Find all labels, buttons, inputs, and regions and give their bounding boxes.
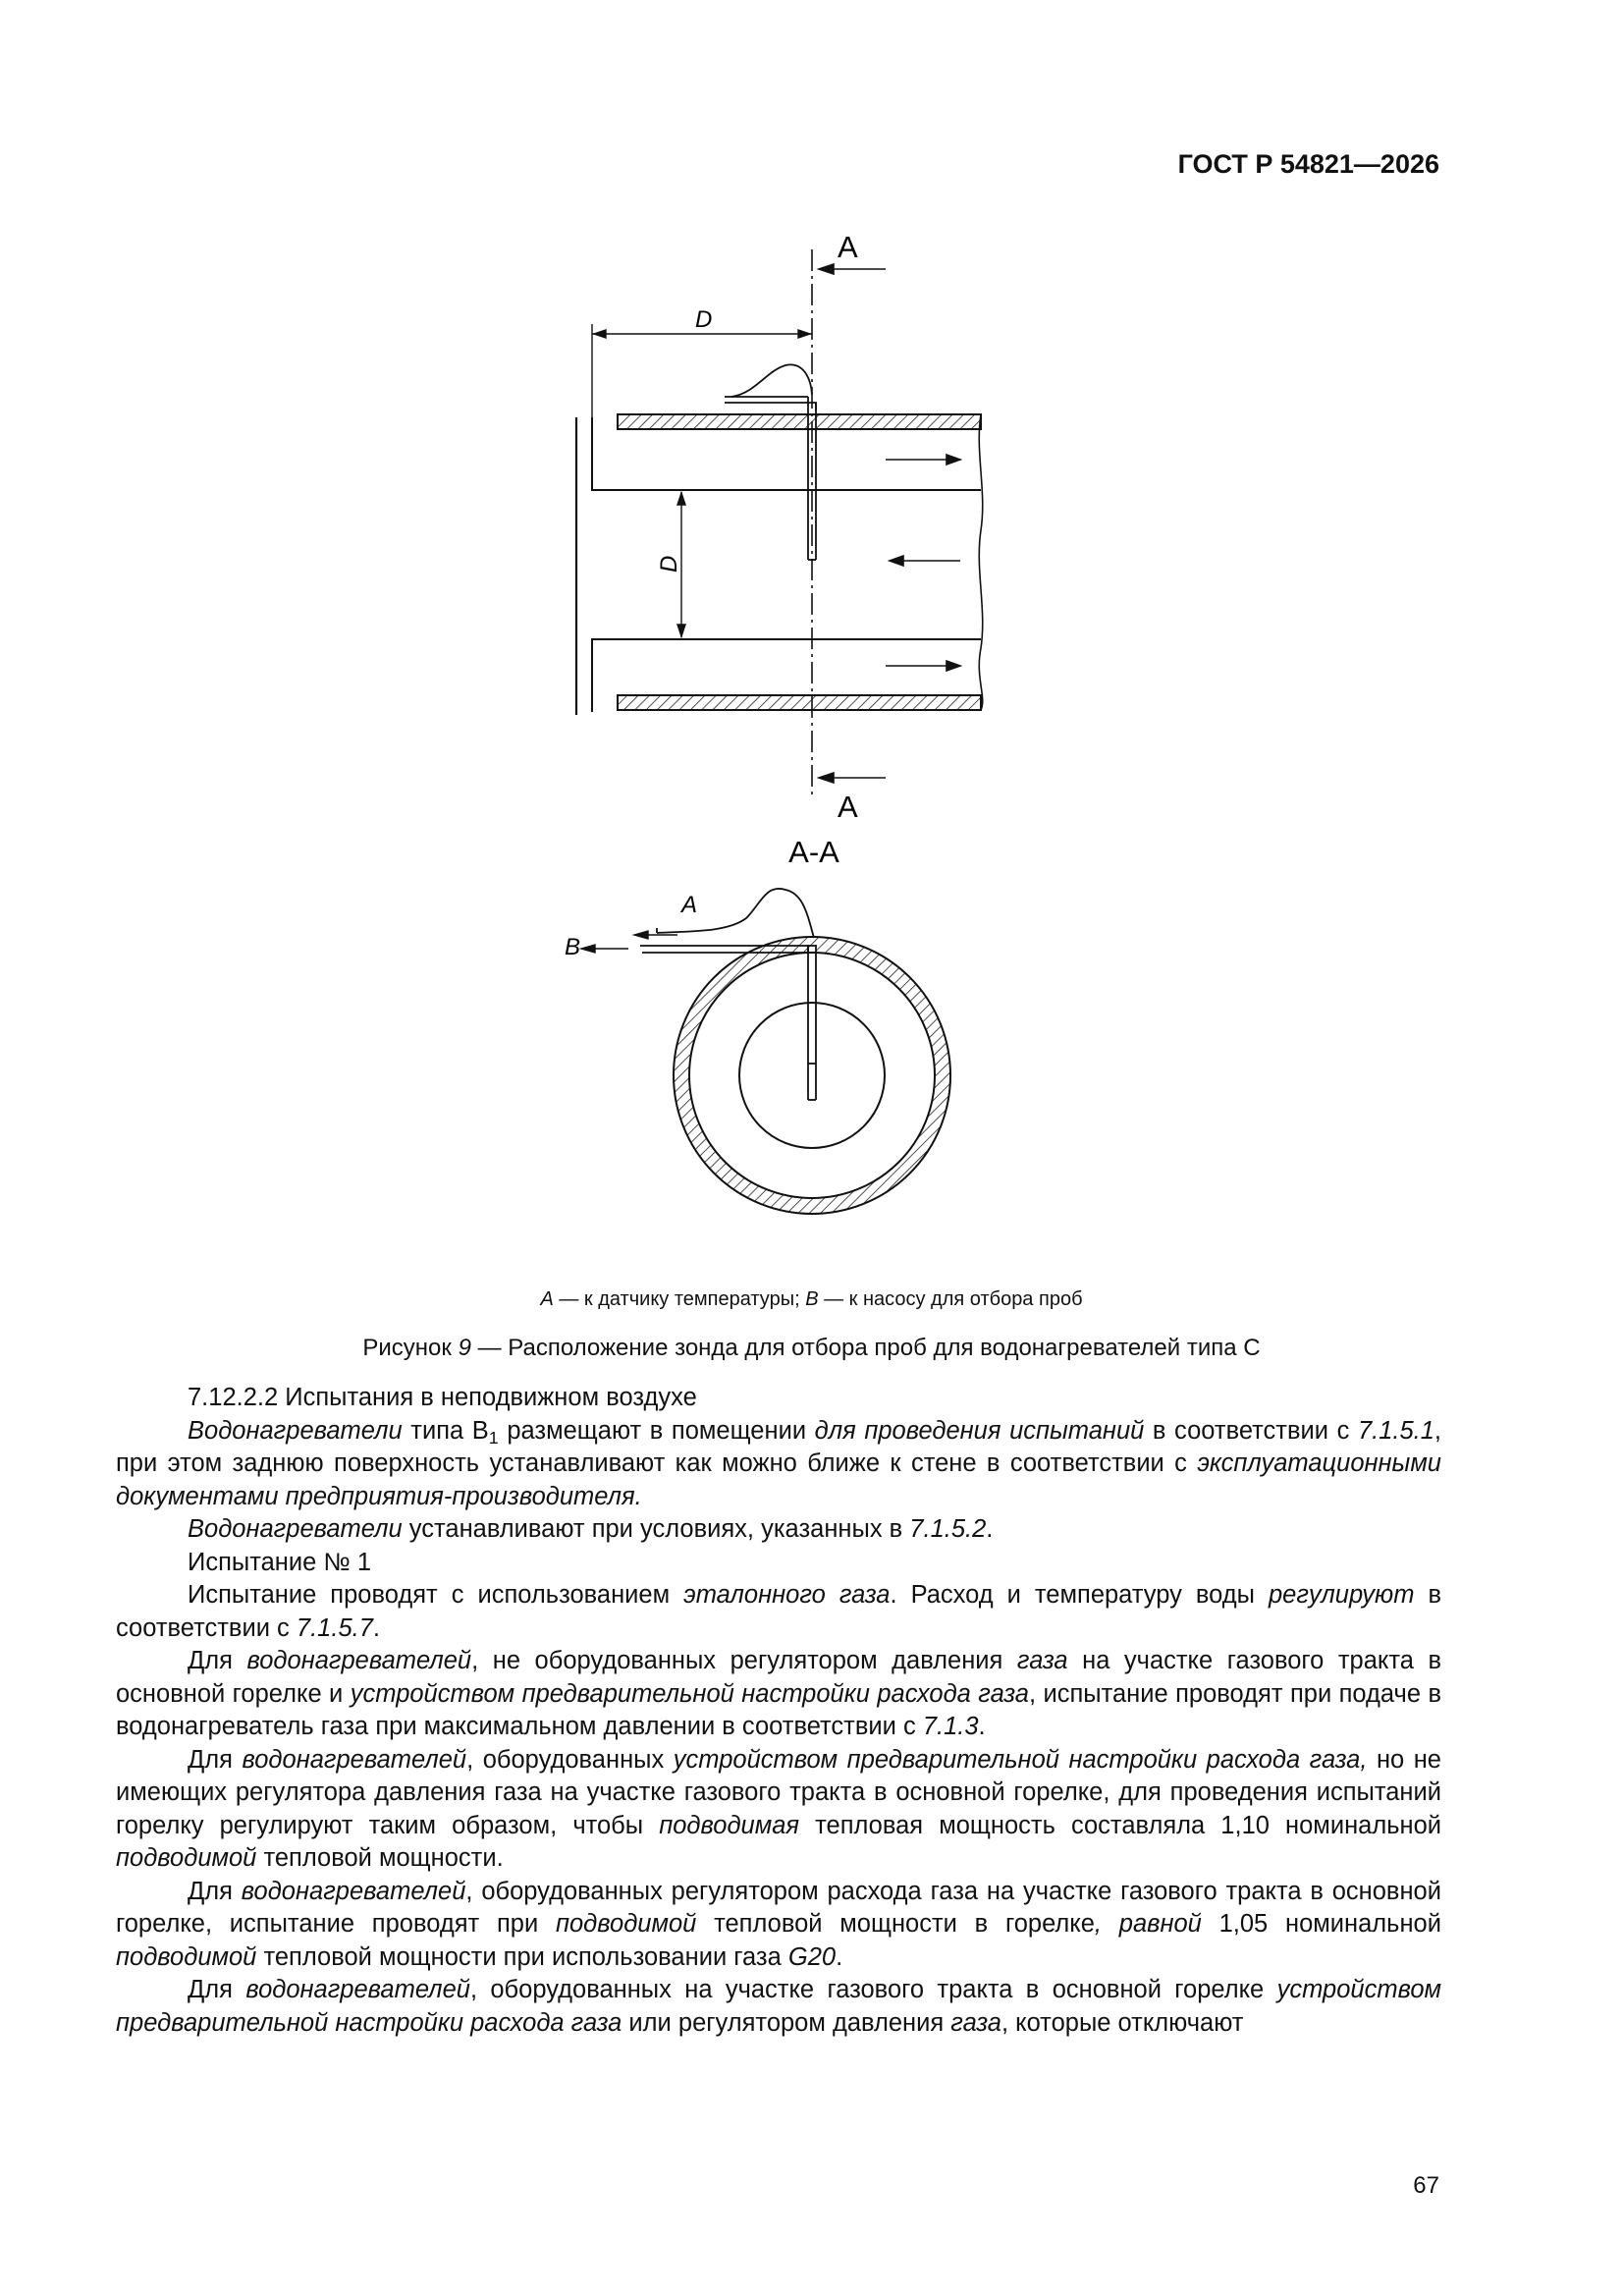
label-b: B [565,934,581,960]
paragraph: Для водонагревателей, оборудованных устройством предварительной настройки расхода газа, но не имеющих регулятора давления газа на участке газового тракта в основной горелке, для проведения испытаний горелку регулируют таким образом, чтобы подводимая тепловая мощность составляла 1,10 номинальной подводимой тепловой мощности. [116,1745,1442,1872]
outer-pipe-bottom-wall [618,695,981,710]
paragraph: Для водонагревателей, не оборудованных регулятором давления газа на участке газового тракта в основной горелке и устройством предварительной настройки расхода газа, испытание проводят при подаче в водонагреватель газа при максимальном давлении в соответствии с 7.1.3. [116,1647,1441,1740]
section-arrow-top [819,264,886,274]
dimension-label-vertical: D [656,555,682,573]
paragraph: Водонагреватели типа $В_1$ размещают в помещении для проведения испытаний в соответствии с 7.1.5.1, при этом заднюю поверхность устанавливают как можно ближе к стене в соответствии с эксплуатационными документами предприятия-производителя. [116,1416,1442,1510]
pipe-inner-wall-circle [689,953,935,1198]
figure-caption: Рисунок 9 — Расположение зонда для отбора проб для водонагревателей типа С [362,1335,1261,1361]
body-text [116,1382,1441,2040]
probe-longitudinal [725,364,816,560]
paragraph: Для водонагревателей, оборудованных на участке газового тракта в основной горелке устройством предварительной настройки расхода газа или регулятором давления газа, которые отключают [116,1976,1441,2037]
paragraph: Водонагреватели устанавливают при условиях, указанных в 7.1.5.2. [188,1515,994,1543]
label-a: A [681,892,698,918]
paragraph: Для водонагревателей, оборудованных регулятором расхода газа на участке газового тракта в основной горелке, испытание проводят при подводимой тепловой мощности в горелке, равной 1,05 номинальной подводимой тепловой мощности при использовании газа G20. [116,1877,1441,1971]
outer-pipe-top-wall [618,414,981,429]
section-mark-top: A [838,230,858,264]
paragraph: Испытание № 1 [188,1548,372,1576]
section-heading: 7.12.2.2 Испытания в неподвижном воздухе [188,1384,697,1411]
paragraph: Испытание проводят с использованием эталонного газа. Расход и температуру воды регулируют в соответствии с 7.1.5.7. [116,1581,1442,1642]
outlet-arrows [581,931,677,953]
figure-legend: A — к датчику температуры; B — к насосу для отбора проб [540,1288,1083,1310]
dimension-label-horizontal: D [695,306,713,333]
section-title: A-A [788,835,839,869]
section-mark-bottom: A [838,790,858,824]
section-arrow-bottom [819,773,886,783]
document-header: ГОСТ Р 54821—2026 [1177,149,1439,179]
pipe-break-line [979,414,982,710]
page-number: 67 [1413,2172,1439,2199]
